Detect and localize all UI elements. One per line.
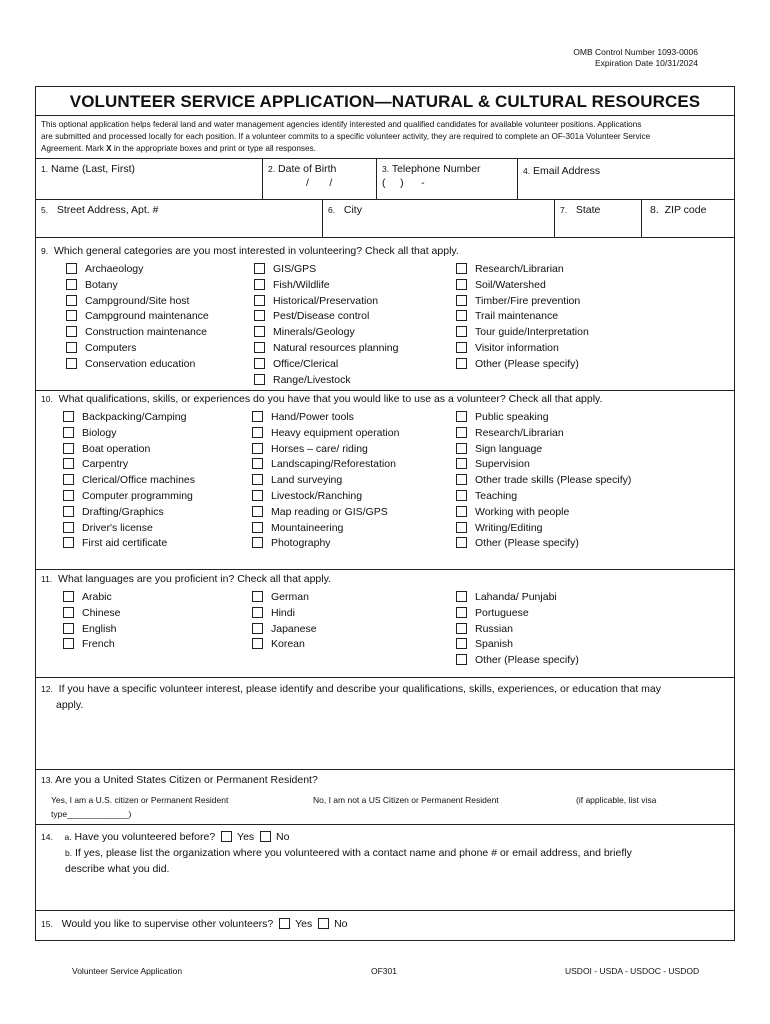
q10-option-label: Livestock/Ranching (271, 490, 363, 502)
q9-option[interactable] (66, 309, 209, 324)
q9-option-label: GIS/GPS (273, 263, 317, 275)
checkbox[interactable] (456, 623, 467, 634)
q10-option[interactable] (252, 489, 362, 504)
checkbox[interactable] (254, 342, 265, 353)
checkbox[interactable] (456, 263, 467, 274)
divider (36, 824, 734, 825)
q9-option[interactable] (456, 309, 558, 324)
q15-question: 15. Would you like to supervise other volunteers? Yes No (41, 918, 348, 930)
q10-option-label: Backpacking/Camping (82, 411, 187, 423)
divider (262, 158, 263, 199)
intro-line-1: This optional application helps federal land and water management agencies identify interested and qualified candidates for available volunteer positions. Applications (41, 120, 642, 129)
q11-option[interactable] (456, 622, 513, 637)
q10-option[interactable] (252, 473, 342, 488)
q10-option-label: Supervision (475, 458, 530, 471)
intro-line-3: Agreement. Mark X in the appropriate boxes and print or type all responses. (41, 144, 316, 153)
q9-option-label: Office/Clerical (273, 357, 339, 370)
q10-option-label: Teaching (475, 490, 518, 502)
application-form (35, 86, 735, 941)
q10-option-label: Land surveying (271, 474, 343, 487)
q11-option[interactable] (63, 637, 115, 652)
q9-option[interactable] (254, 325, 355, 340)
q9-option-label: Historical/Preservation (273, 294, 379, 307)
date-of-birth-field[interactable]: 2. Date of Birth (268, 163, 337, 175)
q10-option[interactable] (456, 521, 543, 536)
checkbox[interactable] (254, 358, 265, 369)
q11-option-label: Japanese (271, 622, 317, 635)
checkbox[interactable] (254, 279, 265, 290)
divider (322, 199, 323, 237)
checkbox[interactable] (63, 638, 74, 649)
checkbox[interactable] (66, 263, 77, 274)
q9-option[interactable] (66, 278, 118, 293)
q10-option[interactable] (456, 505, 569, 520)
q10-option[interactable] (63, 442, 150, 457)
q9-option-label: Research/Librarian (475, 263, 564, 275)
q13-no-option[interactable]: No, I am not a US Citizen or Permanent Resident (313, 795, 499, 805)
q9-option-label: Construction maintenance (85, 326, 207, 339)
q9-option[interactable] (66, 294, 189, 309)
q10-option-label: Computer programming (82, 490, 193, 502)
q11-option-label: English (82, 622, 117, 635)
q9-question: 9. Which general categories are you most interested in volunteering? Check all that apply. (41, 245, 459, 257)
checkbox[interactable] (456, 522, 467, 533)
intro-line-2: are submitted and processed locally for each position. If a volunteer commits to a specific volunteer activity, they are required to complete an OF-301a Volunteer Service (41, 132, 651, 141)
q11-option-label: Korean (271, 638, 305, 651)
omb-block (573, 47, 698, 69)
checkbox[interactable] (63, 411, 74, 422)
checkbox[interactable] (456, 279, 467, 290)
q9-option[interactable] (254, 357, 338, 372)
q11-option[interactable] (252, 590, 309, 605)
checkbox[interactable] (252, 506, 263, 517)
q11-option[interactable] (456, 653, 579, 668)
q11-option[interactable] (252, 606, 295, 621)
checkbox[interactable] (456, 326, 467, 337)
q9-option-label: Tour guide/Interpretation (475, 326, 589, 339)
q10-option[interactable] (63, 536, 167, 551)
q9-option[interactable] (66, 357, 195, 372)
q10-option-label: Research/Librarian (475, 426, 564, 439)
q10-option-label: Writing/Editing (475, 521, 543, 534)
q10-option-label: Heavy equipment operation (271, 426, 400, 439)
divider (554, 199, 555, 237)
q10-option[interactable] (252, 442, 368, 457)
checkbox[interactable] (252, 411, 263, 422)
checkbox[interactable] (66, 295, 77, 306)
q10-option[interactable] (456, 457, 530, 472)
divider (517, 158, 518, 199)
q14-yes-checkbox[interactable] (221, 831, 232, 842)
q10-option[interactable] (252, 410, 354, 425)
q10-option-label: First aid certificate (82, 537, 168, 550)
divider (36, 199, 734, 200)
divider (36, 677, 734, 678)
checkbox[interactable] (456, 411, 467, 422)
checkbox[interactable] (456, 427, 467, 438)
q10-option[interactable] (456, 536, 579, 551)
q11-option[interactable] (252, 622, 317, 637)
q11-option-label: Lahanda/ Punjabi (475, 591, 557, 603)
q9-option[interactable] (254, 341, 399, 356)
checkbox[interactable] (252, 474, 263, 485)
checkbox[interactable] (252, 458, 263, 469)
divider (36, 390, 734, 391)
dob-format: / / (306, 177, 333, 189)
q10-option[interactable] (456, 442, 542, 457)
q11-option[interactable] (63, 606, 121, 621)
city-field[interactable]: 6. City (328, 204, 362, 216)
q9-option-label: Other (Please specify) (475, 357, 579, 370)
checkbox[interactable] (254, 326, 265, 337)
q10-option-label: Photography (271, 537, 331, 550)
q13-yes-option[interactable]: Yes, I am a U.S. citizen or Permanent Resident (51, 795, 229, 805)
divider (36, 769, 734, 770)
q9-option[interactable] (456, 278, 546, 293)
q9-option-label: Archaeology (85, 263, 144, 275)
checkbox[interactable] (252, 537, 263, 548)
divider (36, 237, 734, 238)
q9-option-label: Campground/Site host (85, 294, 190, 307)
q10-question: 10. What qualifications, skills, or experiences do you have that you would like to use as a volunteer? Check all that apply. (41, 393, 603, 405)
q10-option[interactable] (456, 473, 631, 488)
checkbox[interactable] (252, 427, 263, 438)
q10-option[interactable] (63, 410, 186, 425)
q9-option[interactable] (254, 278, 330, 293)
q11-option-label: Hindi (271, 606, 295, 619)
q11-option[interactable] (252, 637, 305, 652)
checkbox[interactable] (456, 607, 467, 618)
q9-option[interactable] (456, 357, 579, 372)
checkbox[interactable] (66, 358, 77, 369)
checkbox[interactable] (254, 263, 265, 274)
divider (641, 199, 642, 237)
q9-option-label: Pest/Disease control (273, 310, 370, 323)
checkbox[interactable] (456, 506, 467, 517)
q9-option[interactable] (456, 262, 564, 277)
q10-option-label: Driver's license (82, 521, 153, 534)
q10-option-label: Mountaineering (271, 521, 344, 534)
q11-option[interactable] (63, 622, 116, 637)
q11-option-label: German (271, 591, 309, 603)
checkbox[interactable] (66, 342, 77, 353)
checkbox[interactable] (63, 607, 74, 618)
checkbox[interactable] (252, 607, 263, 618)
q11-option-label: Chinese (82, 606, 121, 619)
q9-option[interactable] (254, 262, 316, 277)
q14-a-question: 14. a. Have you volunteered before? Yes No (41, 831, 290, 843)
q9-option-label: Fish/Wildlife (273, 278, 330, 291)
checkbox[interactable] (252, 522, 263, 533)
q11-option-label: Spanish (475, 638, 513, 651)
q9-option-label: Minerals/Geology (273, 326, 355, 339)
q9-option-label: Visitor information (475, 342, 559, 354)
q13-visa-option[interactable]: (if applicable, list visa (576, 795, 657, 805)
checkbox[interactable] (252, 443, 263, 454)
q10-option-label: Biology (82, 426, 117, 439)
checkbox[interactable] (456, 490, 467, 501)
q11-option[interactable] (456, 637, 513, 652)
q10-option[interactable] (456, 426, 564, 441)
divider (376, 158, 377, 199)
q9-option-label: Conservation education (85, 357, 196, 370)
checkbox[interactable] (252, 623, 263, 634)
q10-option-label: Other (Please specify) (475, 537, 579, 550)
checkbox[interactable] (66, 279, 77, 290)
telephone-field[interactable]: 3. Telephone Number (382, 163, 481, 175)
q9-option-label: Campground maintenance (85, 310, 209, 323)
q14-b-question-line-2: describe what you did. (65, 863, 170, 875)
q10-option[interactable] (63, 521, 153, 536)
footer-form-number: OF301 (371, 966, 397, 976)
q11-option-label: Arabic (82, 591, 112, 603)
checkbox[interactable] (63, 474, 74, 485)
q9-option[interactable] (66, 341, 136, 356)
checkbox[interactable] (456, 458, 467, 469)
q9-option[interactable] (254, 373, 351, 388)
q9-option[interactable] (66, 262, 143, 277)
q10-option[interactable] (63, 505, 164, 520)
q10-option[interactable] (63, 457, 128, 472)
q10-option[interactable] (63, 489, 193, 504)
q11-option[interactable] (63, 590, 112, 605)
checkbox[interactable] (456, 537, 467, 548)
q9-option[interactable] (456, 325, 589, 340)
q10-option-label: Working with people (475, 505, 570, 518)
checkbox[interactable] (456, 358, 467, 369)
q10-option[interactable] (456, 489, 517, 504)
state-field[interactable]: 7. State (560, 204, 601, 216)
q15-yes-checkbox[interactable] (279, 918, 290, 929)
checkbox[interactable] (456, 654, 467, 665)
q10-option[interactable] (63, 473, 195, 488)
divider (36, 569, 734, 570)
q14-b-question: b. If yes, please list the organization where you volunteered with a contact name and phone # or email address, and briefly (65, 847, 632, 859)
q11-option[interactable] (456, 590, 557, 605)
q10-option-label: Landscaping/Reforestation (271, 458, 396, 471)
q10-option-label: Public speaking (475, 411, 549, 423)
name-field[interactable]: 1. Name (Last, First) (41, 163, 136, 175)
checkbox[interactable] (456, 295, 467, 306)
q10-option[interactable] (252, 505, 388, 520)
checkbox[interactable] (63, 427, 74, 438)
q10-option-label: Map reading or GIS/GPS (271, 505, 388, 518)
checkbox[interactable] (66, 326, 77, 337)
checkbox[interactable] (254, 310, 265, 321)
form-title: VOLUNTEER SERVICE APPLICATION—NATURAL & CULTURAL RESOURCES (36, 87, 734, 116)
checkbox[interactable] (63, 537, 74, 548)
expiration-date: Expiration Date 10/31/2024 (594, 58, 698, 68)
email-field[interactable]: 4. Email Address (523, 165, 601, 177)
checkbox[interactable] (63, 490, 74, 501)
q15-no-checkbox[interactable] (318, 918, 329, 929)
intro-text (41, 119, 729, 155)
q11-option-label: Portuguese (475, 606, 529, 619)
q9-option-label: Timber/Fire prevention (475, 294, 581, 307)
q10-option-label: Other trade skills (Please specify) (475, 474, 632, 487)
q10-option-label: Hand/Power tools (271, 411, 354, 423)
q13-question: 13. Are you a United States Citizen or Permanent Resident? (41, 774, 318, 786)
q10-option[interactable] (252, 457, 396, 472)
q11-option-label: French (82, 638, 115, 651)
q13-visa-type[interactable]: type_____________) (51, 809, 132, 819)
checkbox[interactable] (254, 295, 265, 306)
q11-option-label: Russian (475, 622, 513, 635)
q9-option-label: Natural resources planning (273, 342, 399, 354)
q10-option[interactable] (252, 426, 399, 441)
q12-question: 12. If you have a specific volunteer interest, please identify and describe your qualifications, skills, experiences, or education that may (41, 683, 661, 695)
q10-option-label: Boat operation (82, 442, 151, 455)
zip-field[interactable]: 8. ZIP code (650, 204, 707, 216)
q10-option-label: Carpentry (82, 458, 129, 471)
checkbox[interactable] (66, 310, 77, 321)
checkbox[interactable] (252, 591, 263, 602)
q12-question-line-2: apply. (56, 699, 84, 711)
checkbox[interactable] (456, 310, 467, 321)
q14-no-checkbox[interactable] (260, 831, 271, 842)
footer-agencies: USDOI - USDA - USDOC - USDOD (565, 966, 700, 976)
q9-option-label: Botany (85, 278, 118, 291)
q9-option[interactable] (66, 325, 207, 340)
divider (36, 158, 734, 159)
q10-option[interactable] (63, 426, 116, 441)
q12-answer-area[interactable] (41, 715, 729, 765)
q10-option-label: Sign language (475, 442, 543, 455)
q9-option[interactable] (254, 294, 378, 309)
q11-option-label: Other (Please specify) (475, 654, 579, 667)
q10-option-label: Horses – care/ riding (271, 442, 368, 455)
telephone-format: ( ) - (382, 177, 425, 189)
q10-option[interactable] (252, 521, 343, 536)
checkbox[interactable] (456, 474, 467, 485)
q10-option-label: Drafting/Graphics (82, 505, 164, 518)
q9-option-label: Range/Livestock (273, 373, 351, 386)
checkbox[interactable] (63, 458, 74, 469)
q9-option[interactable] (456, 294, 580, 309)
q10-option[interactable] (252, 536, 331, 551)
checkbox[interactable] (254, 374, 265, 385)
street-address-field[interactable]: 5. Street Address, Apt. # (41, 204, 159, 216)
checkbox[interactable] (456, 591, 467, 602)
q10-option[interactable] (456, 410, 549, 425)
checkbox[interactable] (63, 506, 74, 517)
q10-option-label: Clerical/Office machines (82, 474, 196, 487)
q9-option-label: Trail maintenance (475, 310, 559, 323)
checkbox[interactable] (63, 522, 74, 533)
q9-option[interactable] (456, 341, 559, 356)
checkbox[interactable] (456, 443, 467, 454)
divider (36, 910, 734, 911)
checkbox[interactable] (63, 623, 74, 634)
checkbox[interactable] (456, 342, 467, 353)
checkbox[interactable] (63, 591, 74, 602)
checkbox[interactable] (252, 638, 263, 649)
checkbox[interactable] (63, 443, 74, 454)
q11-question: 11. What languages are you proficient in? Check all that apply. (41, 573, 331, 585)
checkbox[interactable] (252, 490, 263, 501)
q9-option[interactable] (254, 309, 369, 324)
footer-form-name: Volunteer Service Application (72, 966, 183, 976)
q9-option-label: Computers (85, 342, 137, 354)
q9-option-label: Soil/Watershed (475, 278, 546, 291)
omb-control-number: OMB Control Number 1093-0006 (573, 47, 698, 57)
q11-option[interactable] (456, 606, 529, 621)
checkbox[interactable] (456, 638, 467, 649)
